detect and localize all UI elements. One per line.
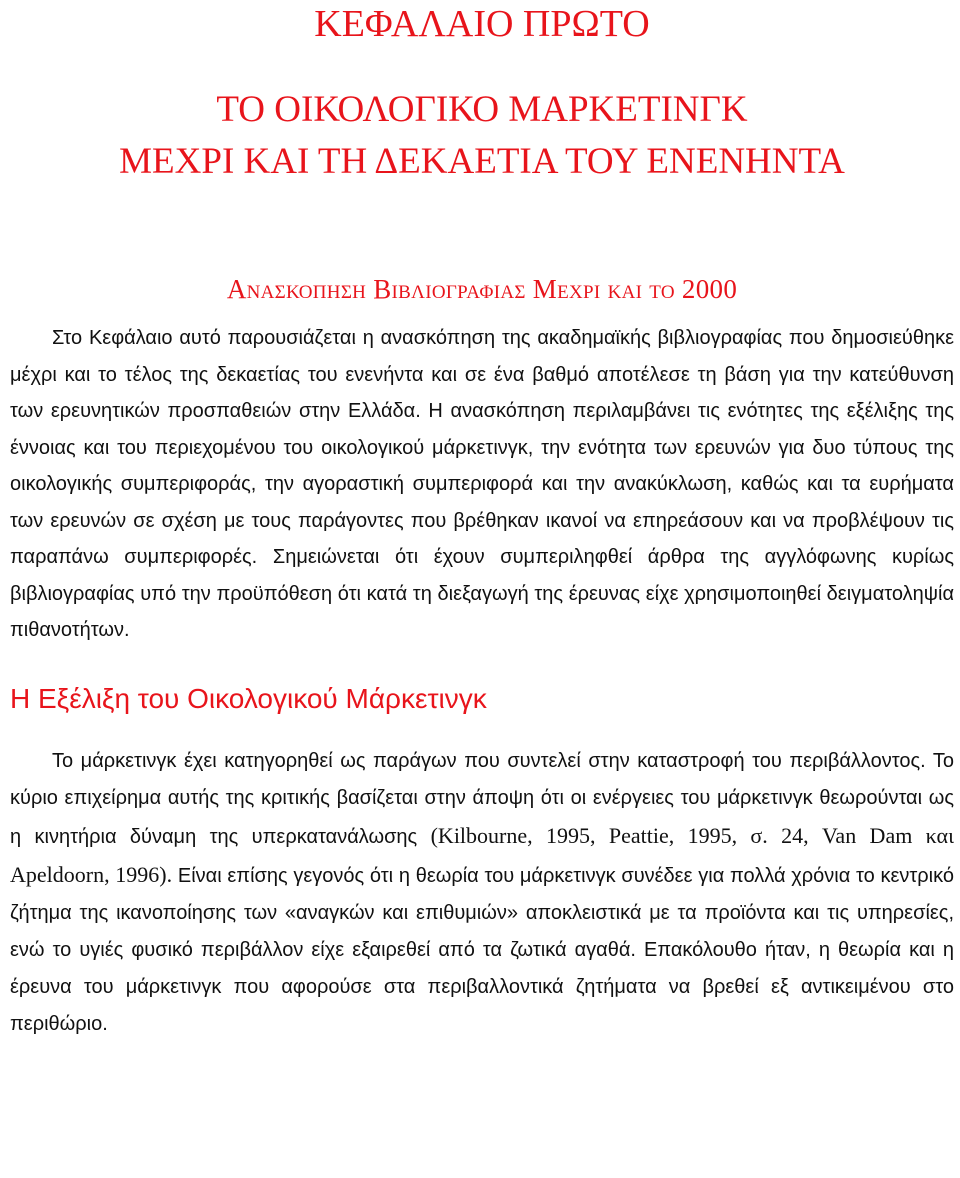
chapter-title	[10, 84, 954, 188]
chapter-title-line2: ΜΕΧΡΙ ΚΑΙ ΤΗ ΔΕΚΑΕΤΙΑ ΤΟΥ ΕΝΕΝΗΝΤΑ	[119, 141, 845, 182]
section-paragraph-citation: (Kilbourne, 1995, Peattie, 1995, σ. 24, Van Dam και Apeldoorn, 1996).	[10, 822, 955, 887]
section-heading: Η Εξέλιξη του Οικολογικού Μάρκετινγκ	[10, 682, 487, 714]
section-paragraph-text-2: Είναι επίσης γεγονός ότι η θεωρία του μάρκετινγκ συνέδεε για πολλά χρόνια το κεντρικό ζήτημα της ικανοποίησης των «αναγκών και επιθυμιών» αποκλειστικά με τα προϊόντα και τις υπηρεσίες, ενώ το υγιές φυσικό περιβάλλον είχε εξαιρεθεί από τα ζωτικά αγαθά. Επακόλουθο ήταν, η θεωρία και η έρευνα του μάρκετινγκ που αφορούσε στα περιβαλλοντικά ζητήματα να βρεθεί εξ αντικειμένου στο περιθώριο.	[10, 864, 954, 1035]
section-paragraph-text-1: Το μάρκετινγκ έχει κατηγορηθεί ως παράγων που συντελεί στην καταστροφή του περιβάλλοντος. Το κύριο επιχείρημα αυτής της κριτικής βασίζεται στην άποψη ότι οι ενέργειες του μάρκετινγκ θεωρούνται ως η κινητήρια δύναμη της υπερκατανάλωσης	[10, 749, 954, 848]
section-subtitle: Ανασκοπηση Βιβλιογραφιας Μεχρι και το 2000	[226, 274, 738, 304]
chapter-title-line1: ΤΟ ΟΙΚΟΛΟΓΙΚΟ ΜΑΡΚΕΤΙΝΓΚ	[216, 89, 748, 130]
document-page	[10, 0, 954, 1043]
chapter-label: ΚΕΦΑΛΑΙΟ ΠΡΩΤΟ	[314, 3, 650, 45]
intro-paragraph: Στο Κεφάλαιο αυτό παρουσιάζεται η ανασκόπηση της ακαδημαϊκής βιβλιογραφίας που δημοσιεύθηκε μέχρι και το τέλος της δεκαετίας του ενενήντα και σε ένα βαθμό αποτέλεσε τη βάση για την κατεύθυνση των ερευνητικών προσπαθειών στην Ελλάδα. Η ανασκόπηση περιλαμβάνει τις ενότητες της εξέλιξης της έννοιας και του περιεχομένου του οικολογικού μάρκετινγκ, την ενότητα των ερευνών για δυο τύπους της οικολογικής συμπεριφοράς, την αγοραστική συμπεριφορά και την ανακύκλωση, καθώς και τα ευρήματα των ερευνών σε σχέση με τους παράγοντες που βρέθηκαν ικανοί να επηρεάσουν και να προβλέψουν τις παραπάνω συμπεριφορές. Σημειώνεται ότι έχουν συμπεριληφθεί άρθρα της αγγλόφωνης κυρίως βιβλιογραφίας υπό την προϋπόθεση ότι κατά τη διεξαγωγή της έρευνας είχε χρησιμοποιηθεί δειγματοληψία πιθανοτήτων.	[10, 327, 954, 641]
section-paragraph	[10, 743, 954, 1043]
